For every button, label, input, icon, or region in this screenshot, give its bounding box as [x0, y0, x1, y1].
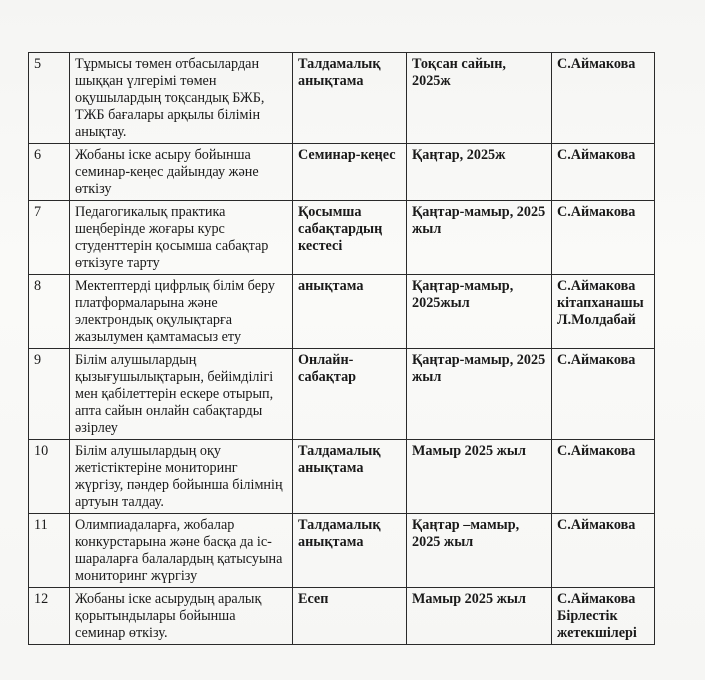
result-form: Талдамалық анықтама — [293, 53, 407, 144]
responsible: С.Аймакова — [552, 514, 655, 588]
result-form: анықтама — [293, 275, 407, 349]
row-number: 10 — [29, 440, 70, 514]
deadline: Қаңтар-мамыр, 2025 жыл — [407, 201, 552, 275]
deadline: Қаңтар-мамыр, 2025жыл — [407, 275, 552, 349]
deadline: Мамыр 2025 жыл — [407, 440, 552, 514]
task-text: Педагогикалық практика шеңберінде жоғары курс студенттерін қосымша сабақтар өткізуге тарту — [70, 201, 293, 275]
deadline: Тоқсан сайын, 2025ж — [407, 53, 552, 144]
table-row — [29, 201, 655, 275]
result-form: Есеп — [293, 588, 407, 645]
table-row — [29, 144, 655, 201]
result-form: Талдамалық анықтама — [293, 514, 407, 588]
responsible: С.Аймакова — [552, 144, 655, 201]
row-number: 6 — [29, 144, 70, 201]
task-text: Жобаны іске асырудың аралық қорытындылары бойынша семинар өткізу. — [70, 588, 293, 645]
row-number: 7 — [29, 201, 70, 275]
deadline: Мамыр 2025 жыл — [407, 588, 552, 645]
responsible: С.Аймакова кітапханашы Л.Молдабай — [552, 275, 655, 349]
table-row — [29, 514, 655, 588]
task-text: Жобаны іске асыру бойынша семинар-кеңес дайындау және өткізу — [70, 144, 293, 201]
task-text: Мектептерді цифрлық білім беру платформаларына және электрондық оқулықтарға жазылумен қамтамасыз ету — [70, 275, 293, 349]
row-number: 5 — [29, 53, 70, 144]
responsible: С.Аймакова — [552, 349, 655, 440]
task-text: Олимпиадаларға, жобалар конкурстарына және басқа да іс-шараларға балалардың қатысуына мониторинг жүргізу — [70, 514, 293, 588]
row-number: 8 — [29, 275, 70, 349]
row-number: 12 — [29, 588, 70, 645]
responsible: С.Аймакова — [552, 53, 655, 144]
responsible: С.Аймакова Бірлестік жетекшілері — [552, 588, 655, 645]
deadline: Қаңтар-мамыр, 2025 жыл — [407, 349, 552, 440]
responsible: С.Аймакова — [552, 440, 655, 514]
responsible: С.Аймакова — [552, 201, 655, 275]
table-row — [29, 440, 655, 514]
row-number: 9 — [29, 349, 70, 440]
result-form: Талдамалық анықтама — [293, 440, 407, 514]
deadline: Қаңтар, 2025ж — [407, 144, 552, 201]
table-row — [29, 349, 655, 440]
result-form: Онлайн-сабақтар — [293, 349, 407, 440]
action-plan-table — [28, 52, 655, 645]
result-form: Қосымша сабақтардың кестесі — [293, 201, 407, 275]
result-form: Семинар-кеңес — [293, 144, 407, 201]
task-text: Тұрмысы төмен отбасылардан шыққан үлгерімі төмен оқушылардың тоқсандық БЖБ, ТЖБ бағалары арқылы білімін анықтау. — [70, 53, 293, 144]
deadline: Қаңтар –мамыр, 2025 жыл — [407, 514, 552, 588]
table-row — [29, 53, 655, 144]
task-text: Білім алушылардың оқу жетістіктеріне мониторинг жүргізу, пәндер бойынша білімнің артуын талдау. — [70, 440, 293, 514]
row-number: 11 — [29, 514, 70, 588]
table-row — [29, 588, 655, 645]
task-text: Білім алушылардың қызығушылықтарын, бейімділігі мен қабілеттерін ескере отырып, апта сайын онлайн сабақтарды әзірлеу — [70, 349, 293, 440]
table-row — [29, 275, 655, 349]
